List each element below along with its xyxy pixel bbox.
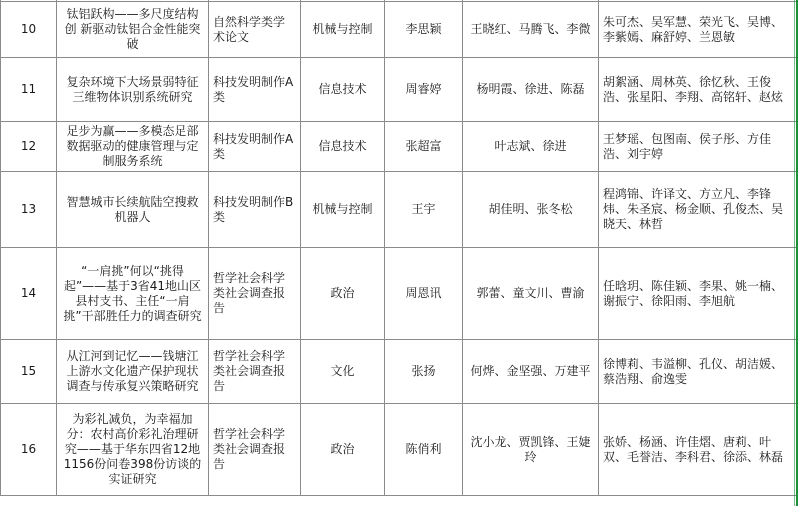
cell-category[interactable]: 科技发明制作A类 [209, 58, 301, 122]
cell-advisors[interactable]: 沈小龙、贾凯锋、王婕玲 [463, 404, 599, 496]
cell-advisors[interactable]: 郭蕾、童文川、曹渝 [463, 248, 599, 340]
cell-members[interactable]: 朱可杰、吴军慧、荣光飞、吴博、李紫嫣、麻舒婷、兰恩敏 [599, 2, 798, 58]
cell-project-title[interactable]: 智慧城市长续航陆空搜救机器人 [57, 172, 209, 248]
cell-field[interactable]: 信息技术 [301, 122, 385, 172]
cell-leader[interactable]: 周恩讯 [385, 248, 463, 340]
cell-category[interactable]: 科技发明制作A类 [209, 122, 301, 172]
cell-project-title[interactable]: 复杂环境下大场景弱特征三维物体识别系统研究 [57, 58, 209, 122]
cell-number[interactable]: 11 [1, 58, 57, 122]
cell-field[interactable]: 机械与控制 [301, 172, 385, 248]
table-row [1, 340, 798, 404]
cell-field[interactable]: 文化 [301, 340, 385, 404]
table-row [1, 2, 798, 58]
table-row [1, 122, 798, 172]
cell-leader[interactable]: 周睿婷 [385, 58, 463, 122]
cell-advisors[interactable]: 胡佳明、张冬松 [463, 172, 599, 248]
cell-members[interactable]: 任晗玥、陈佳颖、李果、姚一楠、谢振宁、徐阳雨、李旭航 [599, 248, 798, 340]
cell-number[interactable]: 14 [1, 248, 57, 340]
cell-leader[interactable]: 李思颖 [385, 2, 463, 58]
cell-field[interactable]: 政治 [301, 248, 385, 340]
cell-advisors[interactable]: 杨明霞、徐进、陈磊 [463, 58, 599, 122]
table-row [1, 172, 798, 248]
cell-advisors[interactable]: 王晓红、马腾飞、李微 [463, 2, 599, 58]
cell-leader[interactable]: 王宇 [385, 172, 463, 248]
cell-number[interactable]: 13 [1, 172, 57, 248]
cell-number[interactable]: 10 [1, 2, 57, 58]
cell-leader[interactable]: 陈俏利 [385, 404, 463, 496]
cell-category[interactable]: 科技发明制作B类 [209, 172, 301, 248]
cell-number[interactable]: 15 [1, 340, 57, 404]
table-row [1, 248, 798, 340]
cell-category[interactable]: 哲学社会科学类社会调查报告 [209, 404, 301, 496]
cell-number[interactable]: 16 [1, 404, 57, 496]
cell-leader[interactable]: 张超富 [385, 122, 463, 172]
selection-border-inner [794, 0, 795, 506]
cell-category[interactable]: 哲学社会科学类社会调查报告 [209, 248, 301, 340]
cell-field[interactable]: 机械与控制 [301, 2, 385, 58]
cell-project-title[interactable]: 钛铝跃构——多尺度结构创 新驱动钛铝合金性能突破 [57, 2, 209, 58]
cell-members[interactable]: 胡絮涵、周林英、徐忆秋、王俊浩、张星阳、李翔、高铭轩、赵炫 [599, 58, 798, 122]
cell-project-title[interactable]: 从江河到记忆——钱塘江上游水文化遗产保护现状调查与传承复兴策略研究 [57, 340, 209, 404]
cell-members[interactable]: 徐博莉、韦溢柳、孔仪、胡洁媛、蔡浩翔、俞逸雯 [599, 340, 798, 404]
cell-leader[interactable]: 张扬 [385, 340, 463, 404]
cell-field[interactable]: 信息技术 [301, 58, 385, 122]
cell-field[interactable]: 政治 [301, 404, 385, 496]
table-row [1, 404, 798, 496]
cell-members[interactable]: 王梦瑶、包图南、侯子彤、方佳浩、刘宇婷 [599, 122, 798, 172]
cell-advisors[interactable]: 叶志斌、徐进 [463, 122, 599, 172]
cell-members[interactable]: 程鸿锦、许译文、方立凡、李锋炜、朱圣宸、杨金顺、孔俊杰、吴晓天、林哲 [599, 172, 798, 248]
cell-advisors[interactable]: 何烨、金坚强、万建平 [463, 340, 599, 404]
cell-project-title[interactable]: 为彩礼减负，为幸福加分：农村高价彩礼治理研究——基于华东四省12地1156份问卷398份访谈的实证研究 [57, 404, 209, 496]
cell-members[interactable]: 张娇、杨涵、许佳熠、唐莉、叶双、毛誉洁、李科君、徐添、林磊 [599, 404, 798, 496]
table-row [1, 58, 798, 122]
cell-category[interactable]: 哲学社会科学类社会调查报告 [209, 340, 301, 404]
cell-number[interactable]: 12 [1, 122, 57, 172]
cell-project-title[interactable]: “一肩挑”何以“挑得起”——基于3省41地山区县村支书、主任“一肩挑”干部胜任力的调查研究 [57, 248, 209, 340]
cell-category[interactable]: 自然科学类学术论文 [209, 2, 301, 58]
cell-project-title[interactable]: 足步为赢——多模态足部数据驱动的健康管理与定制服务系统 [57, 122, 209, 172]
